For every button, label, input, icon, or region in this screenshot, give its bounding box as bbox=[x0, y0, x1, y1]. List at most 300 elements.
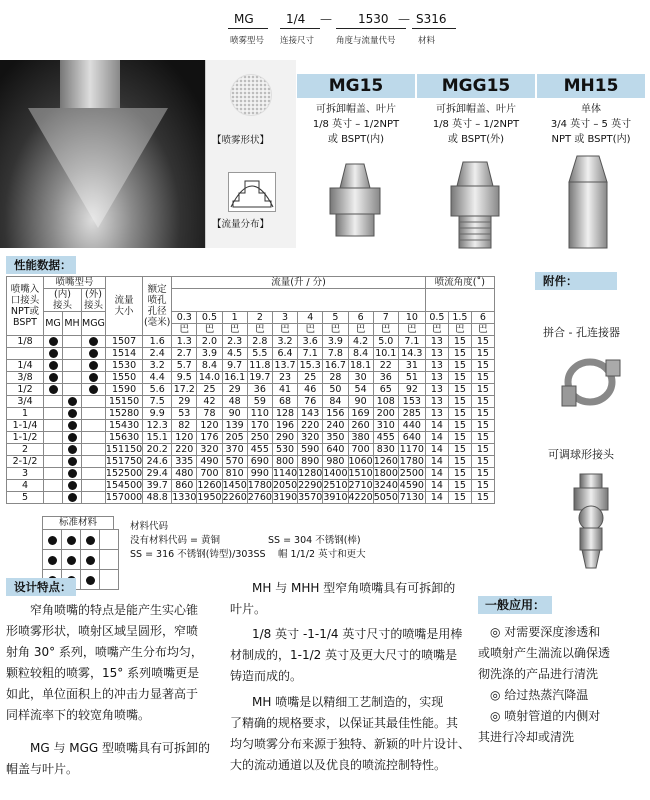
table-cell: 4 bbox=[7, 480, 44, 492]
model-availability bbox=[63, 396, 82, 408]
dot-icon bbox=[68, 397, 77, 406]
table-cell: 480 bbox=[172, 468, 197, 480]
model-desc-line: 单体 bbox=[581, 104, 601, 115]
table-cell: 25 bbox=[298, 372, 323, 384]
table-cell: 1-1/4 bbox=[7, 420, 44, 432]
table-row bbox=[7, 468, 495, 480]
model-availability bbox=[44, 468, 63, 480]
table-cell: 320 bbox=[298, 432, 323, 444]
model-availability bbox=[44, 444, 63, 456]
nozzle-photo-icon bbox=[60, 60, 120, 108]
pressure-unit: 巴 bbox=[373, 324, 398, 336]
code-part-angle: 1530 bbox=[358, 12, 389, 26]
table-cell: 15 bbox=[448, 480, 471, 492]
table-cell: 2050 bbox=[272, 480, 298, 491]
table-cell: 24.6 bbox=[143, 456, 172, 468]
model-mgg15 bbox=[417, 74, 535, 147]
header-mg: MG bbox=[44, 312, 63, 336]
model-availability bbox=[82, 396, 106, 408]
code-label-angle: 角度与流量代号 bbox=[336, 36, 396, 46]
perf-title: 性能数据： bbox=[6, 256, 76, 274]
table-cell: 4590 bbox=[399, 480, 424, 491]
table-row bbox=[7, 396, 495, 408]
dot-icon bbox=[89, 349, 98, 358]
table-cell: 8.4 bbox=[348, 348, 373, 360]
table-cell: 3.2 bbox=[143, 360, 172, 372]
table-cell: 9.5 bbox=[172, 372, 197, 384]
pressure-unit: 巴 bbox=[247, 324, 272, 336]
header-outer: (外) 接头 bbox=[82, 289, 106, 312]
model-code bbox=[228, 8, 458, 48]
model-availability bbox=[44, 360, 63, 372]
pressure-header: 10 bbox=[398, 312, 425, 324]
table-cell: 200 bbox=[373, 408, 398, 420]
table-cell: 29 bbox=[222, 384, 247, 396]
dot-icon bbox=[68, 409, 77, 418]
general-list: ◎ 对需要深度渗透和 或喷射产生湍流以确保透 彻洗涤的产品进行清洗 ◎ 给过热蒸汽降温 ◎ 喷射管道的内侧对 其进行冷却或清洗 bbox=[478, 625, 611, 744]
table-cell: 310 bbox=[373, 420, 398, 432]
code-label-material: 材料 bbox=[418, 36, 436, 46]
table-cell: 1260 bbox=[197, 480, 222, 491]
table-cell: 13 bbox=[425, 360, 448, 372]
table-cell: 15 bbox=[448, 372, 471, 384]
table-cell: 2 bbox=[7, 444, 44, 456]
table-cell: 29.4 bbox=[143, 468, 172, 480]
table-cell: 5050 bbox=[373, 492, 398, 503]
table-cell: 41 bbox=[272, 384, 297, 396]
model-desc-line: 可拆卸帽盖、叶片 bbox=[436, 104, 516, 115]
model-availability bbox=[44, 480, 63, 492]
dot-icon bbox=[49, 361, 58, 370]
table-cell: 176 bbox=[197, 432, 222, 444]
table-cell: 220 bbox=[298, 420, 323, 432]
table-cell bbox=[7, 348, 44, 360]
table-cell: 36 bbox=[247, 384, 272, 396]
table-cell: 143 bbox=[298, 408, 323, 420]
dot-icon bbox=[68, 433, 77, 442]
material-line-1: 没有材料代码 = 黄铜 bbox=[130, 535, 220, 546]
table-cell: 25 bbox=[197, 384, 222, 396]
mh15-nozzle-icon bbox=[565, 152, 611, 252]
table-cell: 810 bbox=[222, 468, 247, 480]
header-angle: 喷流角度(˚) bbox=[425, 277, 494, 289]
table-cell: 1510 bbox=[348, 468, 373, 479]
table-cell: 2510 bbox=[323, 480, 348, 491]
table-cell: 3/8 bbox=[7, 372, 44, 384]
table-cell: 2290 bbox=[298, 480, 323, 491]
table-cell: 157000 bbox=[105, 492, 143, 503]
model-mh15 bbox=[537, 74, 645, 147]
table-row bbox=[7, 408, 495, 420]
table-cell: 1507 bbox=[105, 336, 142, 348]
table-cell: 1/2 bbox=[7, 384, 44, 396]
table-cell: 490 bbox=[197, 456, 222, 468]
table-cell: 65 bbox=[373, 384, 398, 396]
dot-icon bbox=[49, 337, 58, 346]
model-availability bbox=[82, 480, 106, 492]
model-availability bbox=[82, 384, 106, 396]
table-cell: 1.3 bbox=[172, 336, 197, 348]
header-mh: MH bbox=[63, 312, 82, 336]
model-availability bbox=[63, 384, 82, 396]
spray-shape-label: 【喷雾形状】 bbox=[212, 135, 270, 146]
table-cell: 13 bbox=[425, 336, 448, 348]
table-cell: 890 bbox=[298, 456, 323, 468]
table-cell: 2.7 bbox=[172, 348, 197, 360]
table-row bbox=[7, 336, 495, 348]
table-cell: 455 bbox=[247, 444, 272, 456]
model-availability bbox=[63, 432, 82, 444]
model-name: MGG15 bbox=[417, 74, 535, 98]
table-cell: 2.4 bbox=[143, 348, 172, 360]
model-availability bbox=[63, 492, 82, 504]
model-availability bbox=[44, 492, 63, 504]
table-cell: 156 bbox=[323, 408, 348, 420]
model-availability bbox=[44, 456, 63, 468]
model-availability bbox=[82, 408, 106, 420]
pressure-unit: 巴 bbox=[398, 324, 425, 336]
table-cell: 31 bbox=[398, 360, 425, 372]
table-cell: 6.4 bbox=[272, 348, 297, 360]
table-cell: 350 bbox=[323, 432, 348, 444]
model-availability bbox=[44, 384, 63, 396]
table-cell: 84 bbox=[323, 396, 348, 408]
table-cell: 3.9 bbox=[197, 348, 222, 360]
table-row bbox=[7, 444, 495, 456]
model-availability bbox=[82, 372, 106, 384]
table-cell: 860 bbox=[172, 480, 197, 492]
dot-icon bbox=[68, 469, 77, 478]
middle-paragraph-2: 1/8 英寸 -1-1/4 英寸尺寸的喷嘴是用棒 材制成的，1-1/2 英寸及更大尺寸的喷嘴是 铸造而成的。 bbox=[230, 627, 463, 683]
pressure-header: 7 bbox=[373, 312, 398, 324]
table-cell: 16.1 bbox=[222, 372, 247, 384]
mg15-nozzle-icon bbox=[322, 160, 388, 244]
table-cell: 4.4 bbox=[143, 372, 172, 384]
pressure-unit: 巴 bbox=[298, 324, 323, 336]
pressure-header: 2 bbox=[247, 312, 272, 324]
table-cell: 3.2 bbox=[272, 336, 297, 348]
spray-shape-icon bbox=[230, 74, 272, 116]
table-cell: 13 bbox=[425, 372, 448, 384]
model-availability bbox=[63, 444, 82, 456]
table-row bbox=[7, 348, 495, 360]
material-title: 标准材料 bbox=[42, 516, 114, 529]
table-cell: 15 bbox=[471, 384, 494, 396]
dot-icon bbox=[89, 361, 98, 370]
table-cell: 78 bbox=[197, 408, 222, 420]
header-orifice: 额定 喷孔 孔径 (毫米) bbox=[143, 277, 172, 336]
table-cell: 570 bbox=[222, 456, 247, 468]
model-availability bbox=[63, 408, 82, 420]
header-mgg: MGG bbox=[82, 312, 106, 336]
table-cell: 3/4 bbox=[7, 396, 44, 408]
table-cell: 1400 bbox=[323, 468, 348, 479]
table-cell: 240 bbox=[323, 420, 348, 432]
table-cell: 290 bbox=[272, 432, 297, 444]
table-cell: 120 bbox=[172, 432, 197, 444]
dot-icon bbox=[49, 385, 58, 394]
table-cell: 59 bbox=[247, 396, 272, 408]
model-availability bbox=[63, 480, 82, 492]
table-cell: 15.3 bbox=[298, 360, 323, 372]
table-cell: 1780 bbox=[247, 480, 272, 491]
table-cell: 15 bbox=[471, 468, 494, 480]
table-cell: 380 bbox=[348, 432, 373, 444]
code-part-size: 1/4 bbox=[286, 12, 306, 26]
table-cell: 14.0 bbox=[197, 372, 222, 384]
table-cell: 800 bbox=[272, 456, 297, 468]
table-cell: 12.3 bbox=[143, 420, 172, 432]
table-row bbox=[7, 372, 495, 384]
pressure-unit: 巴 bbox=[348, 324, 373, 336]
table-cell: 92 bbox=[398, 384, 425, 396]
table-cell: 15 bbox=[448, 444, 471, 456]
table-cell: 15 bbox=[448, 456, 471, 468]
angle-pressure-header: 0.5 bbox=[425, 312, 448, 324]
table-cell: 13.7 bbox=[272, 360, 297, 372]
header-inlet: 喷嘴入 口接头 NPT或 BSPT bbox=[7, 277, 44, 336]
table-cell: 51 bbox=[398, 372, 425, 384]
table-row bbox=[7, 420, 495, 432]
table-cell: 7.1 bbox=[398, 336, 425, 348]
table-cell: 700 bbox=[348, 444, 373, 456]
table-cell: 90 bbox=[348, 396, 373, 408]
table-cell: 15 bbox=[471, 456, 494, 468]
table-cell: 5.0 bbox=[373, 336, 398, 348]
design-paragraph-1: 窄角喷嘴的特点是能产生实心锥 形喷雾形状，喷射区域呈圆形，窄喷 射角 30° 系列，喷嘴产生分布均匀， 颗粒较粗的喷雾，15° 系列喷嘴更是 如此，单位面积上的冲击力显著高于 同样流率下的较宽角喷嘴。 bbox=[6, 603, 203, 722]
dot-icon bbox=[49, 349, 58, 358]
table-cell: 1260 bbox=[373, 456, 398, 467]
code-label-type: 喷雾型号 bbox=[230, 36, 265, 46]
pressure-unit: 巴 bbox=[323, 324, 348, 336]
model-availability bbox=[82, 468, 106, 480]
table-cell: 128 bbox=[272, 408, 297, 420]
table-cell: 1.6 bbox=[143, 336, 172, 348]
table-cell: 220 bbox=[172, 444, 197, 456]
model-availability bbox=[63, 420, 82, 432]
table-cell: 7.1 bbox=[298, 348, 323, 360]
table-cell: 320 bbox=[197, 444, 222, 456]
model-availability bbox=[44, 408, 63, 420]
table-cell: 440 bbox=[398, 420, 425, 432]
ball-joint-icon bbox=[566, 470, 616, 572]
table-cell: 205 bbox=[222, 432, 247, 444]
model-availability bbox=[44, 336, 63, 348]
model-desc-line: 可拆卸帽盖、叶片 bbox=[316, 104, 396, 115]
dot-icon bbox=[68, 421, 77, 430]
accessories-title: 附件： bbox=[535, 272, 617, 290]
table-cell: 335 bbox=[172, 456, 197, 468]
mgg15-nozzle-icon bbox=[445, 158, 505, 253]
pressure-header: 0.3 bbox=[172, 312, 197, 324]
model-availability bbox=[63, 372, 82, 384]
model-availability bbox=[82, 360, 106, 372]
model-desc-line: 3/4 英寸 – 5 英寸 bbox=[550, 119, 632, 130]
angle-pressure-header: 6 bbox=[471, 312, 494, 324]
table-cell: 28 bbox=[323, 372, 348, 384]
flow-distribution-label: 【流量分布】 bbox=[212, 219, 270, 230]
model-desc-line: 或 BSPT(外) bbox=[447, 134, 505, 145]
model-name: MG15 bbox=[297, 74, 415, 98]
table-cell: 76 bbox=[298, 396, 323, 408]
model-availability bbox=[44, 420, 63, 432]
table-cell: 2760 bbox=[247, 492, 272, 503]
table-cell: 1514 bbox=[105, 348, 142, 360]
model-availability bbox=[82, 348, 106, 360]
table-cell: 46 bbox=[298, 384, 323, 396]
model-desc-line: 1/8 英寸 – 1/2NPT bbox=[312, 119, 400, 130]
table-cell: 640 bbox=[398, 432, 425, 444]
table-cell: 1 bbox=[7, 408, 44, 420]
table-row bbox=[7, 456, 495, 468]
table-cell: 15280 bbox=[105, 408, 142, 420]
table-cell: 53 bbox=[172, 408, 197, 420]
pressure-header: 3 bbox=[272, 312, 297, 324]
table-cell: 455 bbox=[373, 432, 398, 444]
flow-distribution-icon bbox=[228, 172, 276, 212]
table-cell: 110 bbox=[247, 408, 272, 420]
table-cell: 15150 bbox=[105, 396, 142, 408]
model-desc-line: 1/8 英寸 – 1/2NPT bbox=[432, 119, 520, 130]
split-connector-icon bbox=[552, 352, 626, 412]
code-dash-1: — bbox=[320, 12, 332, 26]
code-label-size: 连接尺寸 bbox=[280, 36, 315, 46]
table-cell: 15 bbox=[471, 420, 494, 432]
model-availability bbox=[44, 348, 63, 360]
table-cell: 5.6 bbox=[143, 384, 172, 396]
table-cell: 48 bbox=[222, 396, 247, 408]
table-cell: 1950 bbox=[197, 492, 222, 503]
table-cell: 990 bbox=[247, 468, 272, 480]
table-cell: 1/8 bbox=[7, 336, 44, 348]
model-availability bbox=[44, 432, 63, 444]
table-cell: 285 bbox=[398, 408, 425, 420]
pressure-unit: 巴 bbox=[425, 324, 448, 336]
table-cell: 15.1 bbox=[143, 432, 172, 444]
model-availability bbox=[63, 348, 82, 360]
table-cell: 15 bbox=[471, 444, 494, 456]
table-cell: 1550 bbox=[105, 372, 142, 384]
table-cell: 15 bbox=[471, 348, 494, 360]
header-type: 喷嘴型号 bbox=[44, 277, 106, 289]
pressure-unit: 巴 bbox=[272, 324, 297, 336]
table-cell: 108 bbox=[373, 396, 398, 408]
model-availability bbox=[82, 336, 106, 348]
table-row bbox=[7, 480, 495, 492]
table-cell: 14.3 bbox=[398, 348, 425, 360]
table-cell: 3.6 bbox=[298, 336, 323, 348]
table-cell: 15 bbox=[471, 372, 494, 384]
dot-icon bbox=[89, 385, 98, 394]
table-cell: 8.4 bbox=[197, 360, 222, 372]
table-cell: 7.8 bbox=[323, 348, 348, 360]
table-cell: 13 bbox=[425, 348, 448, 360]
table-cell: 370 bbox=[222, 444, 247, 456]
pressure-header: 1 bbox=[222, 312, 247, 324]
angle-pressure-header: 1.5 bbox=[448, 312, 471, 324]
pattern-panel bbox=[205, 60, 296, 248]
material-code-title: 材料代码 bbox=[130, 521, 169, 532]
pressure-unit: 巴 bbox=[197, 324, 222, 336]
table-cell: 15 bbox=[448, 360, 471, 372]
table-cell: 1450 bbox=[222, 480, 247, 491]
table-cell: 3190 bbox=[272, 492, 298, 503]
design-title: 设计特点： bbox=[6, 578, 76, 596]
table-cell: 830 bbox=[373, 444, 398, 456]
table-row bbox=[7, 360, 495, 372]
table-cell: 36 bbox=[373, 372, 398, 384]
table-cell: 14 bbox=[425, 480, 448, 492]
dot-icon bbox=[89, 373, 98, 382]
dot-icon bbox=[89, 337, 98, 346]
table-cell: 13 bbox=[425, 384, 448, 396]
table-row bbox=[7, 492, 495, 504]
model-name: MH15 bbox=[537, 74, 645, 98]
model-availability bbox=[82, 420, 106, 432]
model-availability bbox=[82, 444, 106, 456]
table-cell: 4.2 bbox=[348, 336, 373, 348]
table-cell: 2.8 bbox=[247, 336, 272, 348]
table-cell: 169 bbox=[348, 408, 373, 420]
table-cell: 1060 bbox=[348, 456, 373, 467]
middle-paragraph-3: MH 喷嘴是以精细工艺制造的，实现 了精确的规格要求，以保证其最佳性能。其 均匀喷雾分布来源于独特、新颖的叶片设计、 大的流动通道以及优良的喷流控制特性。 bbox=[230, 695, 471, 772]
table-cell: 700 bbox=[197, 468, 222, 480]
table-cell: 15 bbox=[448, 432, 471, 444]
table-cell: 16.7 bbox=[323, 360, 348, 372]
table-cell: 15630 bbox=[105, 432, 142, 444]
table-cell: 54 bbox=[348, 384, 373, 396]
material-line-2b: 帽 1/1/2 英寸和更大 bbox=[278, 549, 366, 560]
model-availability bbox=[82, 492, 106, 504]
model-mg15 bbox=[297, 74, 415, 147]
table-cell: 15 bbox=[471, 480, 494, 492]
header-inner: (内) 接头 bbox=[44, 289, 82, 312]
pressure-unit: 巴 bbox=[448, 324, 471, 336]
dot-icon bbox=[68, 493, 77, 502]
table-cell: 23 bbox=[272, 372, 297, 384]
table-cell: 14 bbox=[425, 444, 448, 456]
table-cell: 3910 bbox=[323, 492, 348, 503]
table-cell: 42 bbox=[197, 396, 222, 408]
table-cell: 15 bbox=[448, 468, 471, 480]
table-cell: 15 bbox=[471, 336, 494, 348]
table-row bbox=[7, 384, 495, 396]
table-cell: 15 bbox=[448, 336, 471, 348]
model-desc-line: NPT 或 BSPT(内) bbox=[551, 134, 631, 145]
material-line-2: SS = 316 不锈钢(铸型)/303SS bbox=[130, 549, 266, 560]
code-part-type: MG bbox=[234, 12, 254, 26]
table-row bbox=[7, 432, 495, 444]
table-cell: 1530 bbox=[105, 360, 142, 372]
table-cell: 590 bbox=[298, 444, 323, 456]
table-cell: 153 bbox=[398, 396, 425, 408]
table-cell: 15 bbox=[471, 360, 494, 372]
model-availability bbox=[63, 360, 82, 372]
table-cell: 1140 bbox=[272, 468, 298, 479]
dot-icon bbox=[68, 481, 77, 490]
pressure-header: 0.5 bbox=[197, 312, 222, 324]
table-cell: 15 bbox=[448, 396, 471, 408]
design-paragraph-2: MG 与 MGG 型喷嘴具有可拆卸的 帽盖与叶片。 bbox=[6, 741, 211, 776]
table-cell: 15430 bbox=[105, 420, 142, 432]
table-cell: 980 bbox=[323, 456, 348, 468]
pressure-unit: 巴 bbox=[222, 324, 247, 336]
table-cell: 3240 bbox=[373, 480, 398, 491]
header-flowsize: 流量 大小 bbox=[105, 277, 142, 336]
table-cell: 20.2 bbox=[143, 444, 172, 456]
table-cell: 14 bbox=[425, 432, 448, 444]
table-cell: 154500 bbox=[105, 480, 143, 491]
